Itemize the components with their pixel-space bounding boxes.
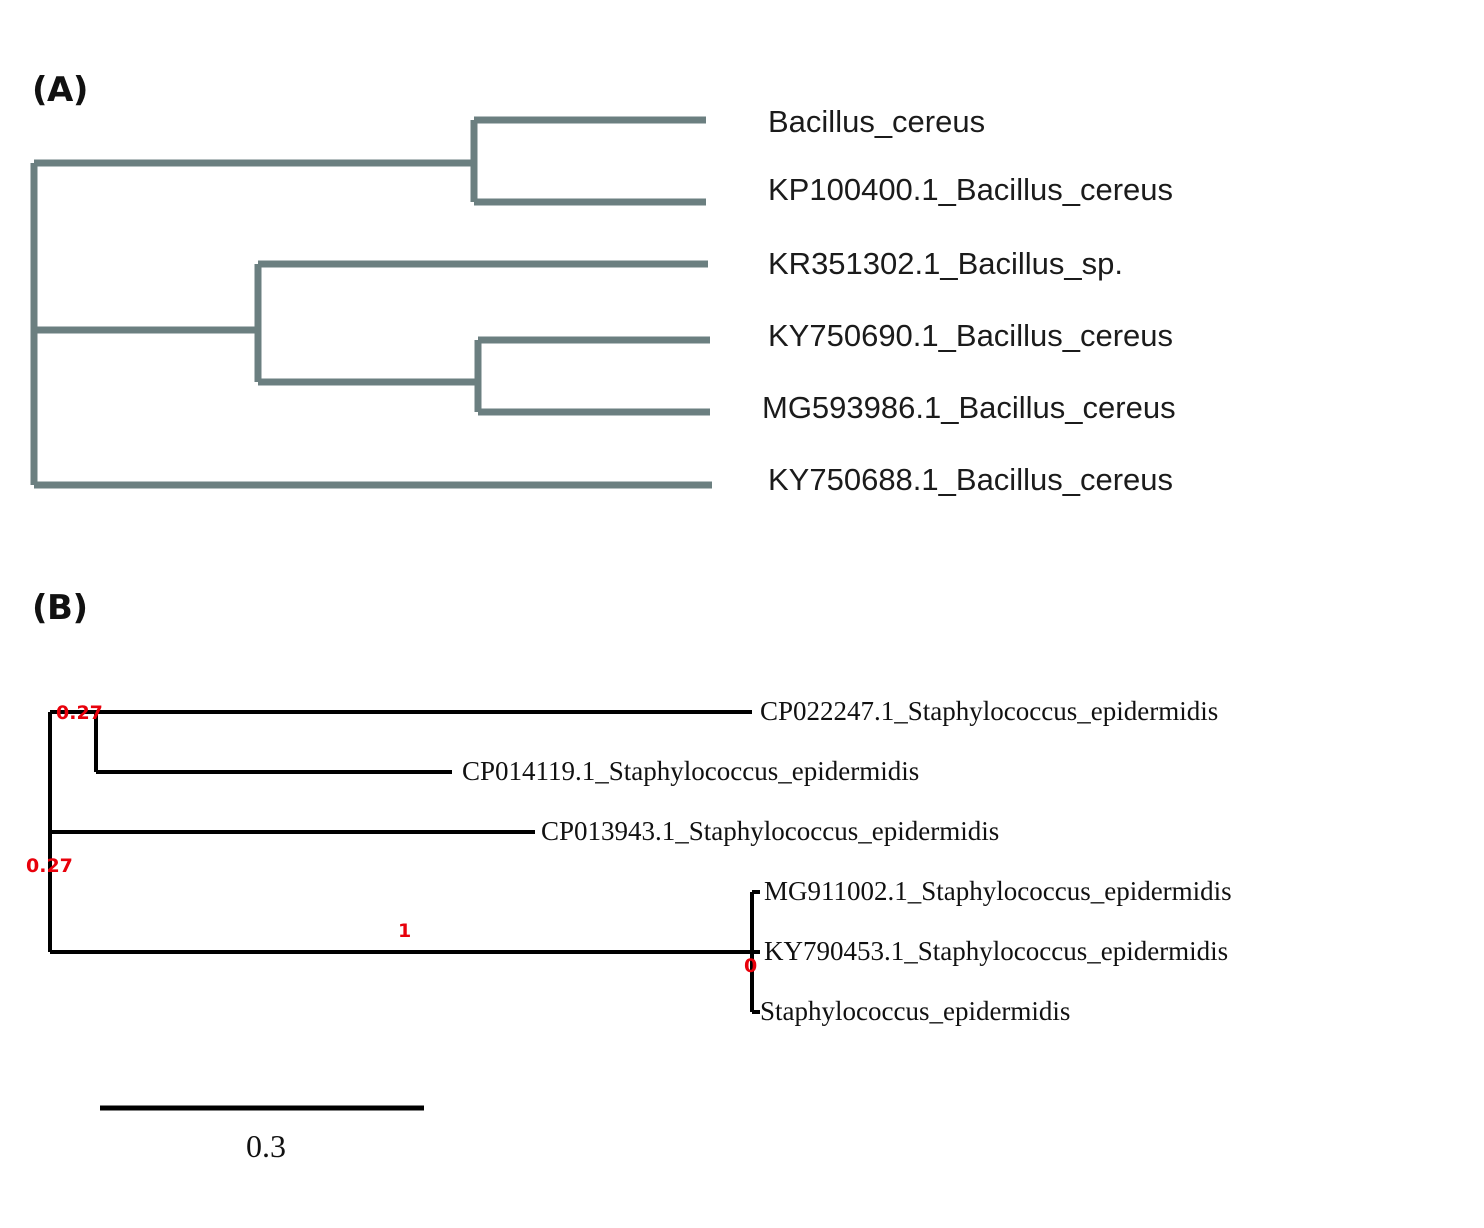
panel-a-label: (A) (32, 70, 88, 110)
taxon-label-a-3: KR351302.1_Bacillus_sp. (768, 246, 1124, 281)
taxon-label-a-6: KY750688.1_Bacillus_cereus (768, 462, 1173, 497)
panel-b (0, 560, 1484, 1228)
taxon-label-b-1: CP022247.1_Staphylococcus_epidermidis (760, 696, 1219, 726)
taxon-label-b-4: MG911002.1_Staphylococcus_epidermidis (764, 876, 1232, 906)
taxon-label-a-5: MG593986.1_Bacillus_cereus (762, 390, 1176, 425)
support-value-3: 1 (398, 920, 412, 942)
panel-a-tree-svg (0, 0, 1484, 560)
taxon-label-a-4: KY750690.1_Bacillus_cereus (768, 318, 1173, 353)
panel-b-tree-svg (0, 560, 1484, 1228)
support-value-4: 0 (744, 955, 758, 977)
panel-b-label: (B) (32, 588, 88, 628)
taxon-label-b-5: KY790453.1_Staphylococcus_epidermidis (764, 936, 1229, 966)
support-value-1: 0.27 (56, 702, 103, 724)
taxon-label-b-6: Staphylococcus_epidermidis (760, 996, 1071, 1026)
taxon-label-b-3: CP013943.1_Staphylococcus_epidermidis (541, 816, 1000, 846)
taxon-label-b-2: CP014119.1_Staphylococcus_epidermidis (462, 756, 920, 786)
scale-bar-label: 0.3 (246, 1128, 286, 1164)
taxon-label-a-2: KP100400.1_Bacillus_cereus (768, 172, 1173, 207)
support-value-2: 0.27 (26, 855, 73, 877)
panel-a (0, 0, 1484, 560)
taxon-label-a-1: Bacillus_cereus (768, 104, 986, 139)
